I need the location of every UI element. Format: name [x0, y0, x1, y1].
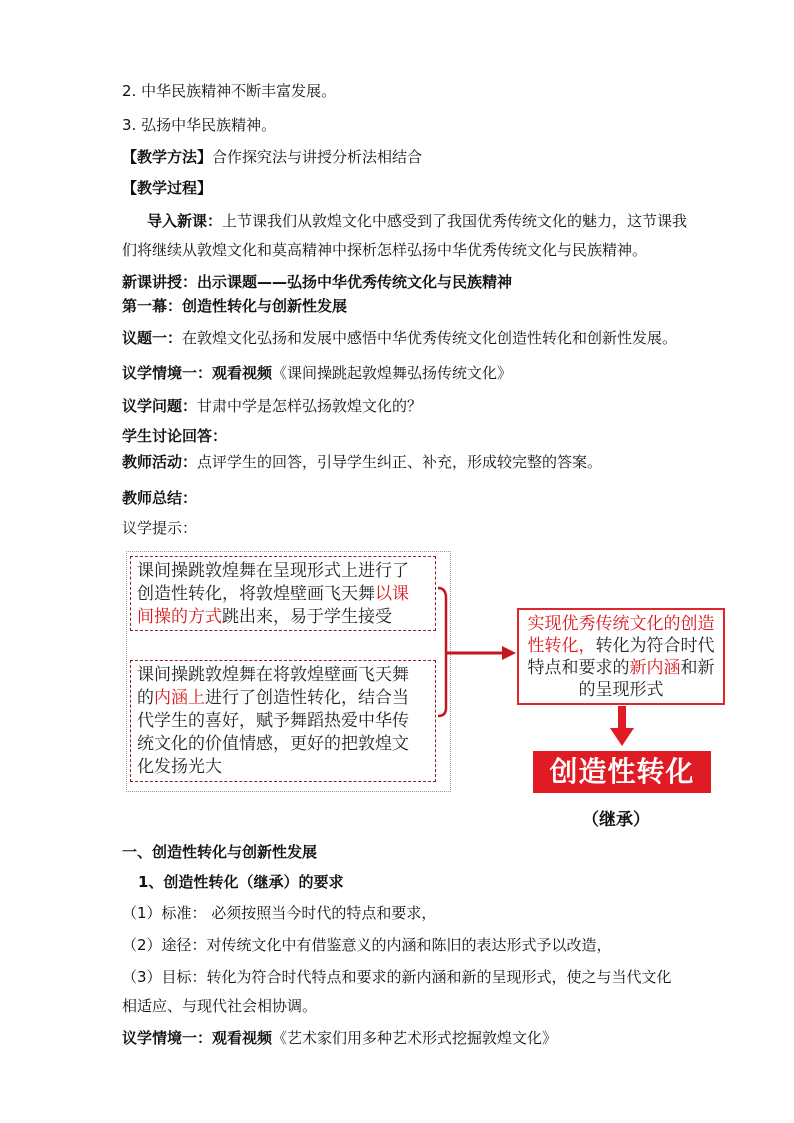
- box1-line2: [137, 583, 429, 606]
- scenario-two-label: 议学情境一：观看视频: [122, 1029, 273, 1047]
- teacher-activity: [122, 452, 602, 472]
- question-label: 议学问题：: [122, 397, 198, 415]
- teacher-activity-text: 点评学生的回答，引导学生纠正、补充，形成较完整的答案。: [197, 453, 603, 471]
- new-lesson-title: 新课讲授：出示课题——弘扬中华优秀传统文化与民族精神: [122, 273, 513, 291]
- teaching-method-text: 合作探究法与讲授分析法相结合: [212, 148, 423, 166]
- box2-line2-a: 的: [137, 688, 154, 708]
- result-line1: 实现优秀传统文化的创造: [527, 614, 715, 634]
- box1-line3-red: 间操的方式: [137, 607, 222, 627]
- creative-transformation-banner: 创造性转化: [533, 751, 711, 793]
- scenario-two-text: 《艺术家们用多种艺术形式挖掘敦煌文化》: [272, 1029, 558, 1047]
- result-line2-red: 性转化，: [527, 636, 596, 656]
- teacher-summary: 教师总结：: [122, 489, 198, 507]
- teacher-activity-label: 教师活动：: [122, 453, 198, 471]
- inherit-label: （继承）: [582, 810, 650, 830]
- result-line3-red: 新内涵: [629, 658, 681, 678]
- box2-line2-b: 进行了创造性转化，结合当: [205, 688, 409, 708]
- topic-one-text: 在敦煌文化弘扬和发展中感悟中华优秀传统文化创造性转化和创新性发展。: [182, 329, 678, 347]
- box2-line1: 课间操跳敦煌舞在将敦煌壁画飞天舞: [137, 665, 409, 685]
- scenario-one-label: 议学情境一：观看视频: [122, 364, 273, 382]
- result-line3: [519, 657, 723, 679]
- teaching-method-label: 【教学方法】: [122, 148, 213, 166]
- requirement-standard: （1）标准： 必须按照当今时代的特点和要求，: [122, 904, 437, 922]
- topic-one: [122, 328, 677, 348]
- diagram-box-content: [130, 660, 436, 782]
- requirement-goal-1: （3）目标：转化为符合时代特点和要求的新内涵和新的呈现形式，使之与当代文化: [122, 968, 672, 986]
- scenario-two: [122, 1028, 557, 1048]
- act-one-title: 第一幕：创造性转化与创新性发展: [122, 297, 348, 315]
- box1-line1: 课间操跳敦煌舞在呈现形式上进行了: [137, 561, 409, 581]
- result-line3-b: 和新: [680, 658, 715, 678]
- box1-line2-red: 以课: [375, 584, 409, 604]
- intro-label: 导入新课：: [147, 212, 223, 230]
- result-line4: 的呈现形式: [578, 680, 664, 700]
- requirement-approach: （2）途径：对传统文化中有借鉴意义的内涵和陈旧的表达形式予以改造，: [122, 936, 612, 954]
- box1-line2-text: 创造性转化，将敦煌壁画飞天舞: [137, 584, 375, 604]
- box1-line3: [137, 606, 429, 629]
- scenario-one: [122, 363, 512, 383]
- intro-text-1: 上节课我们从敦煌文化中感受到了我国优秀传统文化的魅力，这节课我: [222, 212, 688, 230]
- requirement-goal-2: 相适应、与现代社会相协调。: [122, 997, 318, 1015]
- intro-line-1: [147, 211, 687, 231]
- section-1-title: 一、创造性转化与创新性发展: [122, 843, 318, 861]
- down-arrow-icon: [609, 706, 635, 748]
- box2-line5: 化发扬光大: [137, 757, 222, 777]
- box2-line2: [137, 687, 429, 710]
- box2-line3: 代学生的喜好，赋予舞蹈热爱中华传: [137, 711, 409, 731]
- teaching-method: [122, 147, 422, 167]
- box1-line3-text: 跳出来，易于学生接受: [222, 607, 392, 627]
- scenario-one-text: 《课间操跳起敦煌舞弘扬传统文化》: [272, 364, 513, 382]
- tip-label: 议学提示：: [122, 519, 198, 537]
- result-box: [517, 608, 725, 705]
- question: [122, 396, 422, 416]
- result-line2: [519, 635, 723, 657]
- intro-line-2: 们将继续从敦煌文化和莫高精神中探析怎样弘扬中华优秀传统文化与民族精神。: [122, 241, 648, 259]
- list-item-3: 3. 弘扬中华民族精神。: [122, 116, 277, 134]
- result-line2-text: 转化为符合时代: [595, 636, 715, 656]
- process-heading: 【教学过程】: [122, 179, 213, 197]
- topic-one-label: 议题一：: [122, 329, 183, 347]
- result-line3-a: 特点和要求的: [527, 658, 630, 678]
- diagram-box-form: [130, 556, 436, 631]
- box2-line4: 统文化的价值情感，更好的把敦煌文: [137, 734, 409, 754]
- box2-line2-red: 内涵上: [154, 688, 205, 708]
- question-text: 甘肃中学是怎样弘扬敦煌文化的？: [197, 397, 423, 415]
- section-1-subtitle: 1、创造性转化（继承）的要求: [138, 873, 344, 891]
- student-answer: 学生讨论回答：: [122, 427, 228, 445]
- list-item-2: 2. 中华民族精神不断丰富发展。: [122, 82, 337, 100]
